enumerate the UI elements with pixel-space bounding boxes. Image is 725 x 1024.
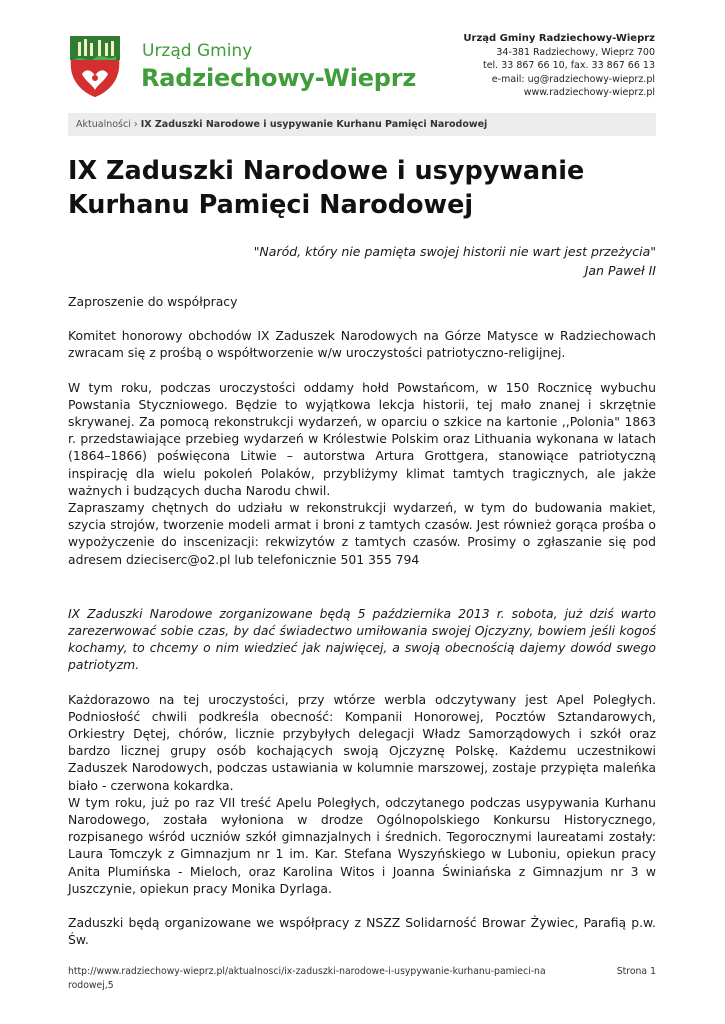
article-paragraph: Każdorazowo na tej uroczystości, przy wtórze werbla odczytywany jest Apel Poległych. Podniosłość chwili podkreśla obecność: Kompanii Honorowej, Pocztów Sztandarowych, Orkiestry Dętej, chórów, licznie przybyłych delegacji Władz Samorządowych i szkół oraz bardzo licznej grupy osób kochających swoją Ojczyznę Polskę. Każdemu uczestnikowi Zaduszek Narodowych, podczas ustawiania w kolumnie marszowej, zostaje przypięta maleńka biało - czerwona kokardka. bbox=[68, 691, 656, 793]
logo-line-1: Urząd Gminy bbox=[142, 41, 253, 61]
article-paragraph: Zapraszamy chętnych do udziału w rekonstrukcji wydarzeń, w tym do budowania makiet, szycia strojów, tworzenie modeli armat i broni z tamtych czasów. Jest również gorąca prośba o wypożyczenie do inscenizacji: rekwizytów z tamtych czasów. Prosimy o zgłaszanie się pod adresem dzieciserc@o2.pl lub telefonicznie 501 355 794 bbox=[68, 500, 656, 567]
footer-url[interactable]: http://www.radziechowy-wieprz.pl/aktualnosci/ix-zaduszki-narodowe-i-usypywanie-kurhanu-pamieci-narodowej,5 bbox=[68, 966, 546, 991]
quote-text: "Naród, który nie pamięta swojej historii nie wart jest przeżycia" bbox=[253, 244, 656, 259]
breadcrumb-current: IX Zaduszki Narodowe i usypywanie Kurhanu Pamięci Narodowej bbox=[140, 119, 488, 130]
article-paragraph: Zaduszki będą organizowane we współpracy z NSZZ Solidarność Browar Żywiec, Parafią p.w. Św. bbox=[68, 915, 656, 948]
article-paragraph: Zaproszenie do współpracy bbox=[68, 294, 238, 309]
contact-org: Urząd Gminy Radziechowy-Wieprz bbox=[463, 33, 655, 44]
contact-address: 34-381 Radziechowy, Wieprz 700 bbox=[496, 46, 655, 58]
article-body bbox=[68, 293, 656, 949]
contact-email[interactable]: e-mail: ug@radziechowy-wieprz.pl bbox=[491, 73, 655, 85]
page-title: IX Zaduszki Narodowe i usypywanie Kurhanu Pamięci Narodowej bbox=[68, 156, 585, 220]
page-footer bbox=[68, 965, 656, 992]
breadcrumb bbox=[68, 113, 656, 136]
quote-author: Jan Paweł II bbox=[584, 263, 656, 278]
coat-of-arms-icon bbox=[68, 34, 122, 100]
contact-website[interactable]: www.radziechowy-wieprz.pl bbox=[523, 87, 655, 99]
quote-block bbox=[254, 242, 656, 280]
breadcrumb-separator: › bbox=[133, 119, 138, 130]
article-paragraph: W tym roku, już po raz VII treść Apelu Poległych, odczytanego podczas usypywania Kurhanu Narodowego, została wyłoniona w drodze Ogólnopolskiego Konkursu Historycznego, rozpisanego wśród uczniów szkół gimnazjalnych i średnich. Tegorocznymi laureatami zostały: Laura Tomczyk z Gimnazjum nr 1 im. Kar. Stefana Wyszyńskiego w Luboniu, opiekun pracy Anita Plumińska - Mieloch, oraz Karolina Witos i Joanna Świniańska z Gimnazjum nr 3 w Juszczynie, opiekun pracy Monika Dyrlaga. bbox=[68, 794, 656, 896]
contact-block bbox=[463, 32, 655, 100]
article-paragraph: Komitet honorowy obchodów IX Zaduszek Narodowych na Górze Matysce w Radziechowach zwracam się z prośbą o współtworzenie w/w uroczystości patriotyczno-religijnej. bbox=[68, 328, 656, 361]
breadcrumb-parent-link[interactable]: Aktualności bbox=[76, 119, 131, 130]
article-paragraph: W tym roku, podczas uroczystości oddamy hołd Powstańcom, w 150 Rocznicę wybuchu Powstania Styczniowego. Będzie to wyjątkowa lekcja historii, tej mało znanej i skrzętnie skrywanej. Za pomocą rekonstrukcji wydarzeń, w oparciu o szkice na kartonie ,,Polonia" 1863 r. przedstawiające przebieg wydarzeń w Królestwie Polskim oraz Lithuania wykonana w latach (1864–1866) poświęcona Litwie – autorstwa Artura Grottgera, stanowiące patriotyczną inspirację dla wielu pokoleń Polaków, przybliżymy klimat tamtych tragicznych, ale jakże ważnych i budzących ducha Narodu chwil. bbox=[68, 379, 656, 498]
article-paragraph: IX Zaduszki Narodowe zorganizowane będą 5 października 2013 r. sobota, już dziś warto zarezerwować sobie czas, by dać świadectwo umiłowania swojej Ojczyzny, bowiem jeśli kogoś kochamy, to chcemy o nim wiedzieć jak najwięcej, a swoją obecnością dajemy dowód swego patriotyzm. bbox=[68, 605, 656, 673]
page-number: Strona 1 bbox=[616, 966, 656, 977]
contact-phone: tel. 33 867 66 10, fax. 33 867 66 13 bbox=[482, 60, 655, 72]
site-logo[interactable] bbox=[68, 34, 417, 100]
logo-line-2: Radziechowy-Wieprz bbox=[141, 64, 417, 92]
